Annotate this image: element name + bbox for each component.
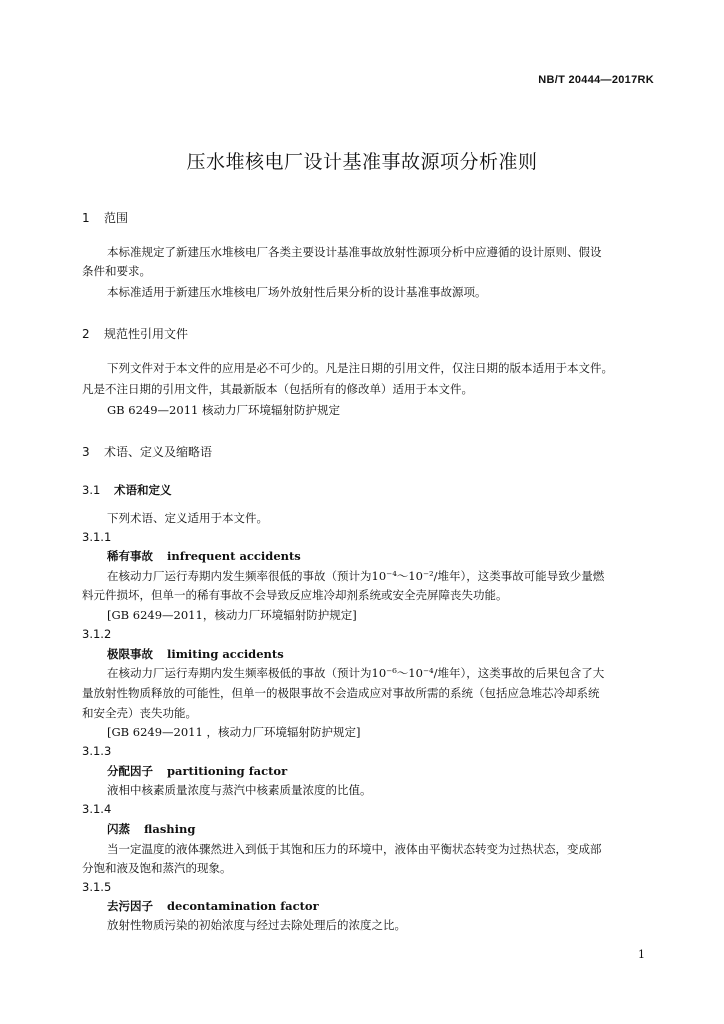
section-2-para-line-2: 凡是不注日期的引用文件，其最新版本（包括所有的修改单）适用于本文件。 [82,382,473,396]
term-definition-line: 液相中核素质量浓度与蒸汽中核素质量浓度的比值。 [107,783,372,797]
term-zh: 去污因子 [107,899,153,913]
term-definition-line: 在核动力厂运行寿期内发生频率极低的事故（预计为10⁻⁶～10⁻⁴/堆年），这类事故的后果包含了大 [107,666,605,680]
page-number: 1 [638,948,645,961]
term-definition-line: 当一定温度的液体骤然进入到低于其饱和压力的环境中，液体由平衡状态转变为过热状态，变成部 [107,842,602,856]
normative-reference: GB 6249—2011 核动力厂环境辐射防护规定 [107,403,340,417]
document-title: 压水堆核电厂设计基准事故源项分析准则 [186,151,538,173]
subsection-3-1-heading [82,482,172,498]
section-2-heading [82,325,188,342]
terms-intro: 下列术语、定义适用于本文件。 [107,511,268,525]
term-en: limiting accidents [167,647,284,661]
section-1-heading [82,209,128,226]
subsection-title: 术语和定义 [114,483,172,497]
section-1-para-2: 本标准适用于新建压水堆核电厂场外放射性后果分析的设计基准事故源项。 [107,285,487,299]
term-definition-line: 和安全壳）丧失功能。 [82,706,197,720]
term-definition-line: 在核动力厂运行寿期内发生频率很低的事故（预计为10⁻⁴～10⁻²/堆年），这类事故可能导致少量燃 [107,569,605,583]
section-3-heading [82,443,212,460]
term-title [107,763,287,779]
term-definition-line: 料元件损坏，但单一的稀有事故不会导致反应堆冷却剂系统或安全壳屏障丧失功能。 [82,588,508,602]
term-en: decontamination factor [167,899,319,913]
term-definition-line: 放射性物质污染的初始浓度与经过去除处理后的浓度之比。 [107,918,406,932]
section-title: 范围 [104,211,129,225]
section-title: 术语、定义及缩略语 [104,445,213,459]
standard-number: NB/T 20444—2017RK [538,74,654,86]
term-en: flashing [144,822,196,836]
section-number: 1 [82,211,90,225]
term-title [107,548,301,564]
section-2-para-line-1: 下列文件对于本文件的应用是必不可少的。凡是注日期的引用文件，仅注日期的版本适用于本文件。 [107,361,613,375]
section-number: 2 [82,327,90,341]
section-1-para-1-line-1: 本标准规定了新建压水堆核电厂各类主要设计基准事故放射性源项分析中应遵循的设计原则、假设 [107,245,602,259]
subsection-number: 3.1 [82,483,101,497]
term-reference: [GB 6249—2011，核动力厂环境辐射防护规定] [107,608,357,622]
term-zh: 稀有事故 [107,549,153,563]
term-number: 3.1.1 [82,530,112,544]
term-zh: 闪蒸 [107,822,130,836]
term-en: partitioning factor [167,764,288,778]
term-number: 3.1.3 [82,744,112,758]
term-en: infrequent accidents [167,549,301,563]
term-reference: [GB 6249—2011 ，核动力厂环境辐射防护规定] [107,725,361,739]
term-title [107,821,195,837]
term-zh: 极限事故 [107,647,153,661]
section-number: 3 [82,445,90,459]
section-1-para-1-line-2: 条件和要求。 [82,264,151,278]
term-number: 3.1.2 [82,627,112,641]
term-number: 3.1.5 [82,880,112,894]
term-definition-line: 量放射性物质释放的可能性，但单一的极限事故不会造成应对事故所需的系统（包括应急堆芯冷却系统 [82,686,600,700]
term-title [107,646,284,662]
section-title: 规范性引用文件 [104,327,189,341]
term-definition-line: 分饱和液及饱和蒸汽的现象。 [82,861,232,875]
term-title [107,898,319,914]
term-zh: 分配因子 [107,764,153,778]
term-number: 3.1.4 [82,802,112,816]
